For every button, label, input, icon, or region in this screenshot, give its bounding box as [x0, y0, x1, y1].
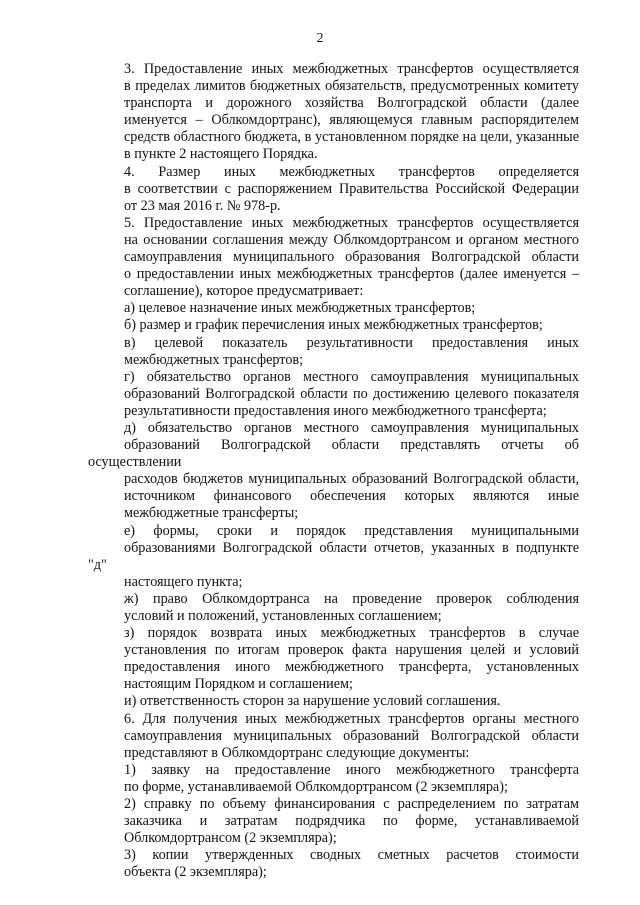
paragraph — [88, 591, 579, 625]
paragraph — [88, 847, 579, 881]
text-line: 6. Для получения иных межбюджетных трансфертов органы местного — [124, 710, 579, 727]
text-line: предоставления иного межбюджетного трансферта, установленных — [124, 659, 579, 676]
text-line: ж) право Облкомдортранса на проведение проверок соблюдения — [124, 590, 579, 607]
paragraph — [88, 369, 579, 420]
text-line: соглашение), которое предусматривает: — [124, 283, 364, 300]
text-line: самоуправления муниципальных образований Волгоградской области — [124, 727, 579, 744]
paragraph — [88, 796, 579, 847]
text-line: в) целевой показатель результативности предоставления иных — [124, 334, 579, 351]
text-line: образований Волгоградской области представлять отчеты об осуществлении — [88, 437, 579, 471]
text-line: настоящим Порядком и соглашением; — [124, 676, 353, 693]
text-line: з) порядок возврата иных межбюджетных трансфертов в случае — [124, 625, 579, 642]
paragraph — [88, 300, 579, 317]
text-line: результативности предоставления иного межбюджетного трансферта; — [124, 402, 547, 419]
paragraph — [88, 762, 579, 796]
text-line: 3. Предоставление иных межбюджетных трансфертов осуществляется — [124, 61, 579, 77]
text-line: о предоставлении иных межбюджетных трансфертов (далее именуется – — [124, 266, 579, 283]
text-line: настоящего пункта; — [124, 573, 243, 590]
text-line: объекта (2 экземпляра); — [124, 864, 267, 881]
text-line: заказчика и затратам подрядчика по форме, устанавливаемой — [124, 813, 579, 830]
paragraph — [88, 164, 579, 215]
paragraph — [88, 215, 579, 300]
paragraph — [88, 523, 579, 591]
text-line: средств областного бюджета, в установленном порядке на цели, указанные — [124, 129, 579, 146]
text-line: а) целевое назначение иных межбюджетных трансфертов; — [124, 300, 476, 317]
text-line: от 23 мая 2016 г. № 978-р. — [124, 197, 281, 214]
text-line: образований Волгоградской области по достижению целевого показателя — [124, 385, 579, 402]
paragraph — [88, 317, 579, 334]
paragraph — [88, 625, 579, 693]
text-line: в пункте 2 настоящего Порядка. — [124, 146, 318, 163]
document-body — [88, 61, 579, 882]
text-line: Облкомдортрансом (2 экземпляра); — [124, 830, 337, 847]
text-line: источником финансового обеспечения которых являются иные — [124, 488, 579, 505]
text-line: межбюджетные трансферты; — [124, 505, 299, 522]
text-line: по форме, устанавливаемой Облкомдортрансом (2 экземпляра); — [124, 778, 508, 795]
paragraph — [88, 420, 579, 523]
page-number: 2 — [316, 31, 324, 46]
paragraph — [88, 711, 579, 762]
text-line: 1) заявку на предоставление иного межбюджетного трансферта — [124, 761, 579, 778]
paragraph — [88, 61, 579, 164]
text-line: 5. Предоставление иных межбюджетных трансфертов осуществляется — [124, 214, 579, 231]
text-line: и) ответственность сторон за нарушение условий соглашения. — [124, 693, 501, 710]
paragraph — [88, 693, 579, 710]
text-line: условий и положений, установленных соглашением; — [124, 608, 442, 624]
text-line: 3) копии утвержденных сводных сметных расчетов стоимости — [124, 847, 579, 864]
text-line: в пределах лимитов бюджетных обязательств, предусмотренных комитету — [124, 78, 579, 95]
text-line: 4. Размер иных межбюджетных трансфертов определяется — [124, 163, 579, 180]
text-line: установления по итогам проверок факта нарушения целей и условий — [124, 642, 579, 659]
text-line: расходов бюджетов муниципальных образований Волгоградской области, — [124, 471, 579, 488]
text-line: г) обязательство органов местного самоуправления муниципальных — [124, 368, 579, 385]
text-line: е) формы, сроки и порядок представления муниципальными — [124, 522, 579, 539]
text-line: в соответствии с распоряжением Правительства Российской Федерации — [124, 180, 579, 197]
text-line: д) обязательство органов местного самоуправления муниципальных — [124, 419, 579, 436]
text-line: б) размер и график перечисления иных межбюджетных трансфертов; — [124, 317, 543, 334]
text-line: 2) справку по объему финансирования с распределением по затратам — [124, 796, 579, 813]
text-line: образованиями Волгоградской области отчетов, указанных в подпункте "д" — [88, 539, 579, 573]
text-line: транспорта и дорожного хозяйства Волгоградской области (далее — [124, 95, 579, 112]
text-line: межбюджетных трансфертов; — [124, 351, 304, 368]
text-line: на основании соглашения между Облкомдортрансом и органом местного — [124, 231, 579, 248]
paragraph — [88, 335, 579, 369]
text-line: именуется – Облкомдортранс), являющемуся главным распорядителем — [124, 112, 579, 129]
text-line: самоуправления муниципального образования Волгоградской области — [124, 249, 579, 266]
text-line: представляют в Облкомдортранс следующие документы: — [124, 744, 470, 761]
